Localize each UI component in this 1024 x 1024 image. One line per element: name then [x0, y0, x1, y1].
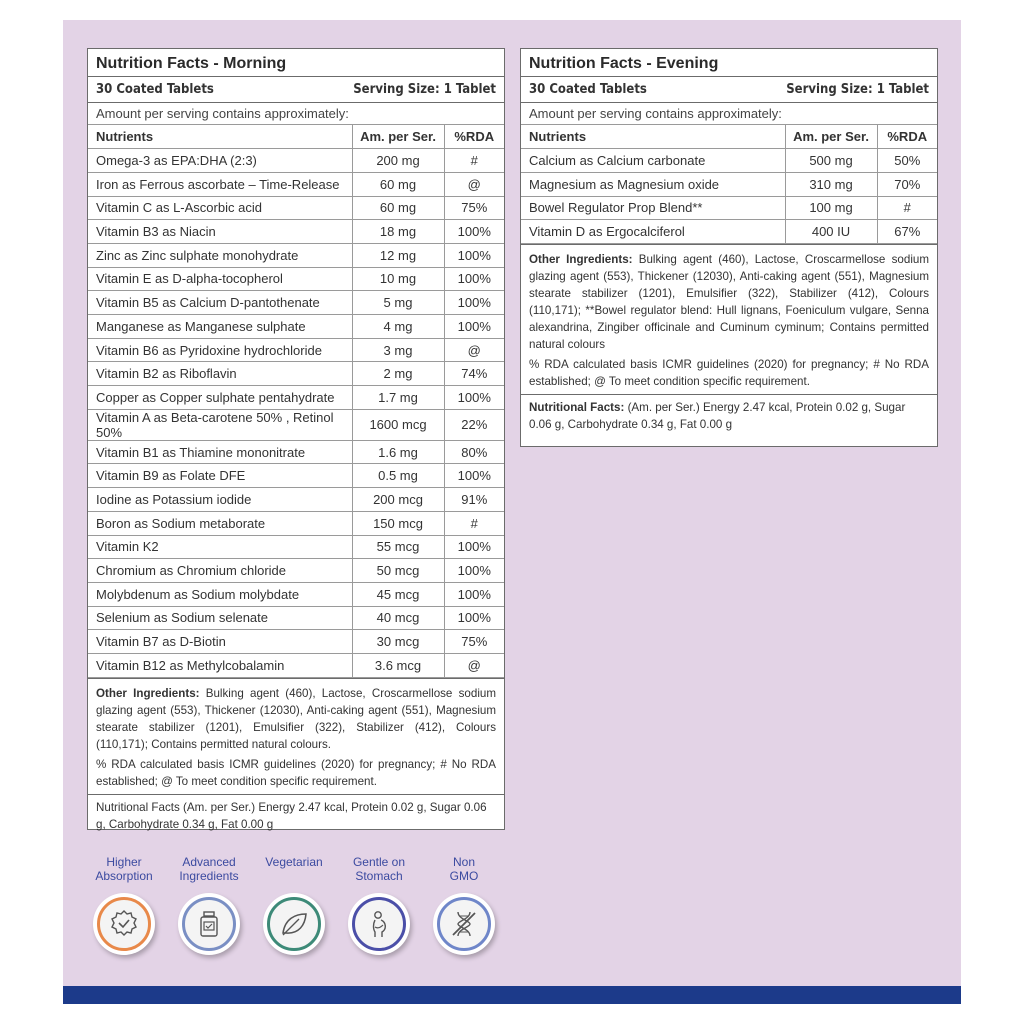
nutrition-facts-evening: [520, 48, 938, 447]
nutrient-rda: 67%: [877, 220, 937, 244]
supplement-jar-icon: [194, 909, 224, 939]
badge-advanced-ingredients: [173, 855, 245, 955]
nutrient-rda: 75%: [444, 196, 504, 220]
table-header: [521, 125, 937, 149]
badge-label: Higher: [106, 855, 142, 869]
nutrient-name: Zinc as Zinc sulphate monohydrate: [88, 243, 352, 267]
nutrient-amount: 0.5 mg: [352, 464, 444, 488]
table-row: [88, 559, 504, 583]
nutrient-amount: 30 mcg: [352, 630, 444, 654]
table-row: [521, 196, 937, 220]
table-row: [88, 653, 504, 677]
nutrient-name: Vitamin D as Ergocalciferol: [521, 220, 785, 244]
facts-title: Nutrition Facts - Evening: [521, 49, 937, 77]
nutrient-name: Vitamin B6 as Pyridoxine hydrochloride: [88, 338, 352, 362]
header-amount: Am. per Ser.: [785, 125, 877, 149]
other-ingredients-label: Other Ingredients:: [529, 252, 633, 266]
nutrient-table: [521, 125, 937, 244]
nutrient-name: Selenium as Sodium selenate: [88, 606, 352, 630]
nutrient-name: Magnesium as Magnesium oxide: [521, 172, 785, 196]
nutrient-amount: 40 mcg: [352, 606, 444, 630]
nutrient-amount: 60 mg: [352, 196, 444, 220]
table-row: [88, 386, 504, 410]
nutrient-name: Copper as Copper sulphate pentahydrate: [88, 386, 352, 410]
rda-note: % RDA calculated basis ICMR guidelines (2020) for pregnancy; # No RDA established; @ To meet condition specific requirement.: [96, 757, 496, 788]
table-row: [521, 149, 937, 173]
table-row: [88, 464, 504, 488]
badge-vegetarian: [258, 855, 330, 955]
table-row: [88, 267, 504, 291]
badge-label: Stomach: [355, 869, 403, 883]
table-row: [88, 338, 504, 362]
nutrient-rows: [88, 149, 504, 677]
nutrient-amount: 10 mg: [352, 267, 444, 291]
nutrient-amount: 400 IU: [785, 220, 877, 244]
badge-higher-absorption: [88, 855, 160, 955]
nutrient-amount: 60 mg: [352, 172, 444, 196]
nutrient-amount: 3 mg: [352, 338, 444, 362]
nutrient-rda: #: [877, 196, 937, 220]
nutrient-rda: @: [444, 653, 504, 677]
nutrient-rda: 100%: [444, 535, 504, 559]
badge-label: Ingredients: [179, 869, 239, 883]
badge-label: Non: [452, 855, 475, 869]
leaf-icon: [279, 909, 309, 939]
nutrient-name: Bowel Regulator Prop Blend**: [521, 196, 785, 220]
nutrient-name: Chromium as Chromium chloride: [88, 559, 352, 583]
nutrient-amount: 1.6 mg: [352, 440, 444, 464]
nutrient-amount: 4 mg: [352, 315, 444, 339]
amount-note: Amount per serving contains approximately:: [88, 103, 504, 125]
table-row: [88, 362, 504, 386]
tablet-count: 30 Coated Tablets: [529, 82, 647, 97]
table-row: [88, 172, 504, 196]
nutrient-amount: 1600 mcg: [352, 409, 444, 440]
table-row: [521, 220, 937, 244]
nutrient-name: Vitamin B9 as Folate DFE: [88, 464, 352, 488]
nutrient-name: Vitamin B3 as Niacin: [88, 220, 352, 244]
nutrient-rda: #: [444, 149, 504, 173]
dna-crossed-icon: [449, 909, 479, 939]
table-row: [88, 582, 504, 606]
nutrient-amount: 5 mg: [352, 291, 444, 315]
serving-size: Serving Size: 1 Tablet: [353, 82, 496, 97]
nutrient-rda: @: [444, 172, 504, 196]
badge-label: GMO: [449, 869, 479, 883]
table-row: [88, 535, 504, 559]
badge-label: Vegetarian: [265, 855, 323, 869]
nutrient-name: Vitamin B12 as Methylcobalamin: [88, 653, 352, 677]
nutrient-name: Iron as Ferrous ascorbate – Time-Release: [88, 172, 352, 196]
bottom-bar: [63, 986, 961, 1004]
nutrient-rda: 70%: [877, 172, 937, 196]
badge-gentle-on-stomach: [343, 855, 415, 955]
table-row: [88, 149, 504, 173]
nutrient-rda: 100%: [444, 464, 504, 488]
header-amount: Am. per Ser.: [352, 125, 444, 149]
nutrient-amount: 3.6 mcg: [352, 653, 444, 677]
other-ingredients: [88, 678, 504, 794]
nutrient-rda: 100%: [444, 243, 504, 267]
nutrient-name: Vitamin K2: [88, 535, 352, 559]
nutrient-rda: 100%: [444, 291, 504, 315]
other-ingredients-text: Bulking agent (460), Lactose, Croscarmellose sodium glazing agent (553), Thickener (12030), Anti-caking agent (551), Magnesium stearate stabilizer (1201), Emulsifier (322), Stabilizer (412), Colours (110,171); **Bowel regulator blend: Hull lignans, Foeniculum vulgare, Senna alexandrina, Zingiber officinale and Cuminum cyminum; Contains permitted natural colours: [529, 252, 929, 351]
nutrient-amount: 18 mg: [352, 220, 444, 244]
nutrient-rda: 100%: [444, 386, 504, 410]
nutrient-name: Iodine as Potassium iodide: [88, 488, 352, 512]
nutrient-amount: 50 mcg: [352, 559, 444, 583]
nutrient-rda: #: [444, 511, 504, 535]
rda-note: % RDA calculated basis ICMR guidelines (2020) for pregnancy; # No RDA established; @ To meet condition specific requirement.: [529, 357, 929, 388]
nutrient-amount: 12 mg: [352, 243, 444, 267]
nutrient-amount: 55 mcg: [352, 535, 444, 559]
nutrient-name: Vitamin B5 as Calcium D-pantothenate: [88, 291, 352, 315]
nutrient-name: Manganese as Manganese sulphate: [88, 315, 352, 339]
nutrient-rda: 74%: [444, 362, 504, 386]
serving-row: [88, 77, 504, 103]
table-header: [88, 125, 504, 149]
nutrient-rda: @: [444, 338, 504, 362]
nutrient-name: Vitamin B1 as Thiamine mononitrate: [88, 440, 352, 464]
nutrient-name: Vitamin A as Beta-carotene 50% , Retinol 50%: [88, 409, 352, 440]
tablet-count: 30 Coated Tablets: [96, 82, 214, 97]
badge-label: Gentle on: [352, 855, 406, 869]
nutrition-facts-morning: [87, 48, 505, 830]
nutrient-rda: 75%: [444, 630, 504, 654]
table-row: [88, 630, 504, 654]
serving-row: [521, 77, 937, 103]
nutrient-rda: 80%: [444, 440, 504, 464]
nutrient-name: Vitamin B2 as Riboflavin: [88, 362, 352, 386]
amount-note: Amount per serving contains approximately:: [521, 103, 937, 125]
nutrient-rda: 100%: [444, 606, 504, 630]
nutrient-amount: 200 mg: [352, 149, 444, 173]
nutrient-rda: 91%: [444, 488, 504, 512]
nutrient-rows: [521, 149, 937, 244]
badge-label: Absorption: [95, 869, 153, 883]
nutritional-facts-text: (Am. per Ser.) Energy 2.47 kcal, Protein 0.02 g, Sugar 0.06 g, Carbohydrate 0.34 g, Fat 0.00 g: [529, 400, 906, 431]
nutrient-rda: 100%: [444, 315, 504, 339]
header-rda: %RDA: [877, 125, 937, 149]
nutritional-facts-label: Nutritional Facts:: [529, 400, 625, 414]
nutrient-rda: 100%: [444, 559, 504, 583]
nutrient-rda: 100%: [444, 267, 504, 291]
table-row: [521, 172, 937, 196]
nutrient-amount: 200 mcg: [352, 488, 444, 512]
nutrient-amount: 500 mg: [785, 149, 877, 173]
table-row: [88, 291, 504, 315]
pregnant-stomach-icon: [364, 909, 394, 939]
table-row: [88, 315, 504, 339]
nutritional-facts: [521, 394, 937, 437]
header-rda: %RDA: [444, 125, 504, 149]
nutrient-rda: 50%: [877, 149, 937, 173]
nutrient-name: Molybdenum as Sodium molybdate: [88, 582, 352, 606]
header-nutrients: Nutrients: [521, 125, 785, 149]
other-ingredients-text: Bulking agent (460), Lactose, Croscarmellose sodium glazing agent (553), Thickener (12030), Anti-caking agent (551), Magnesium stearate stabilizer (1201), Emulsifier (322), Stabilizer (412), Colours (110,171); Contains permitted natural colours.: [96, 686, 496, 751]
table-row: [88, 606, 504, 630]
header-nutrients: Nutrients: [88, 125, 352, 149]
nutritional-facts: Nutritional Facts (Am. per Ser.) Energy 2.47 kcal, Protein 0.02 g, Sugar 0.06 g, Carbohydrate 0.34 g, Fat 0.00 g: [88, 794, 504, 837]
nutrient-table: [88, 125, 504, 678]
nutrient-amount: 45 mcg: [352, 582, 444, 606]
table-row: [88, 196, 504, 220]
table-row: [88, 488, 504, 512]
nutrient-name: Vitamin E as D-alpha-tocopherol: [88, 267, 352, 291]
nutrient-name: Vitamin B7 as D-Biotin: [88, 630, 352, 654]
badge-non-gmo: [428, 855, 500, 955]
feature-badges: [88, 855, 508, 965]
nutrient-name: Vitamin C as L-Ascorbic acid: [88, 196, 352, 220]
nutrient-amount: 310 mg: [785, 172, 877, 196]
nutrient-rda: 22%: [444, 409, 504, 440]
table-row: [88, 440, 504, 464]
table-row: [88, 220, 504, 244]
serving-size: Serving Size: 1 Tablet: [786, 82, 929, 97]
nutrient-amount: 100 mg: [785, 196, 877, 220]
nutrient-rda: 100%: [444, 582, 504, 606]
other-ingredients-label: Other Ingredients:: [96, 686, 200, 700]
badge-check-icon: [109, 909, 139, 939]
nutrient-amount: 1.7 mg: [352, 386, 444, 410]
nutrient-rda: 100%: [444, 220, 504, 244]
facts-title: Nutrition Facts - Morning: [88, 49, 504, 77]
other-ingredients: [521, 244, 937, 394]
table-row: [88, 243, 504, 267]
table-row: [88, 511, 504, 535]
badge-label: Advanced: [182, 855, 236, 869]
nutrient-name: Calcium as Calcium carbonate: [521, 149, 785, 173]
nutrient-amount: 150 mcg: [352, 511, 444, 535]
nutrient-name: Omega-3 as EPA:DHA (2:3): [88, 149, 352, 173]
table-row: [88, 409, 504, 440]
nutrient-name: Boron as Sodium metaborate: [88, 511, 352, 535]
nutrient-amount: 2 mg: [352, 362, 444, 386]
